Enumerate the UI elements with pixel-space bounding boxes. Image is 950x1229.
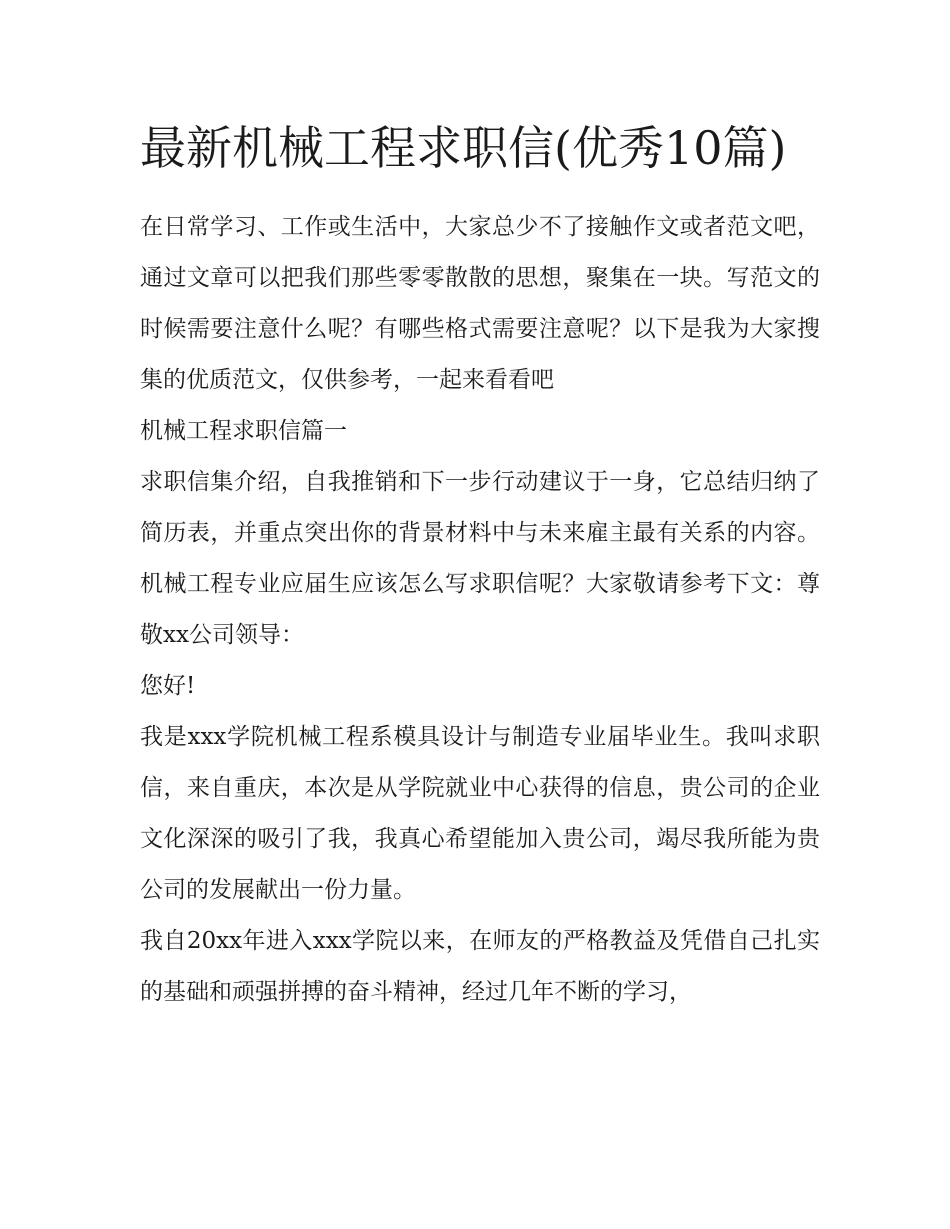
greeting-paragraph: 您好! xyxy=(140,673,196,699)
section-heading: 机械工程求职信篇一 xyxy=(140,418,347,444)
body-paragraph: 我自20xx年进入xxx学院以来，在师友的严格教益及凭借自己扎实的基础和顽强拼搏的奋斗精神，经过几年不断的学习， xyxy=(140,928,820,1005)
document-title: 最新机械工程求职信(优秀10篇) xyxy=(140,121,787,175)
document-body xyxy=(140,112,820,1018)
body-paragraph: 我是xxx学院机械工程系模具设计与制造专业届毕业生。我叫求职信，来自重庆，本次是从学院就业中心获得的信息，贵公司的企业文化深深的吸引了我，我真心希望能加入贵公司，竭尽我所能为贵公司的发展献出一份力量。 xyxy=(140,724,820,903)
intro-paragraph: 在日常学习、工作或生活中，大家总少不了接触作文或者范文吧，通过文章可以把我们那些零零散散的思想，聚集在一块。写范文的时候需要注意什么呢？有哪些格式需要注意呢？以下是我为大家搜集的优质范文，仅供参考，一起来看看吧 xyxy=(140,214,820,393)
body-paragraph: 求职信集介绍，自我推销和下一步行动建议于一身，它总结归纳了简历表，并重点突出你的背景材料中与未来雇主最有关系的内容。机械工程专业应届生应该怎么写求职信呢？大家敬请参考下文：尊敬xx公司领导： xyxy=(140,469,820,648)
